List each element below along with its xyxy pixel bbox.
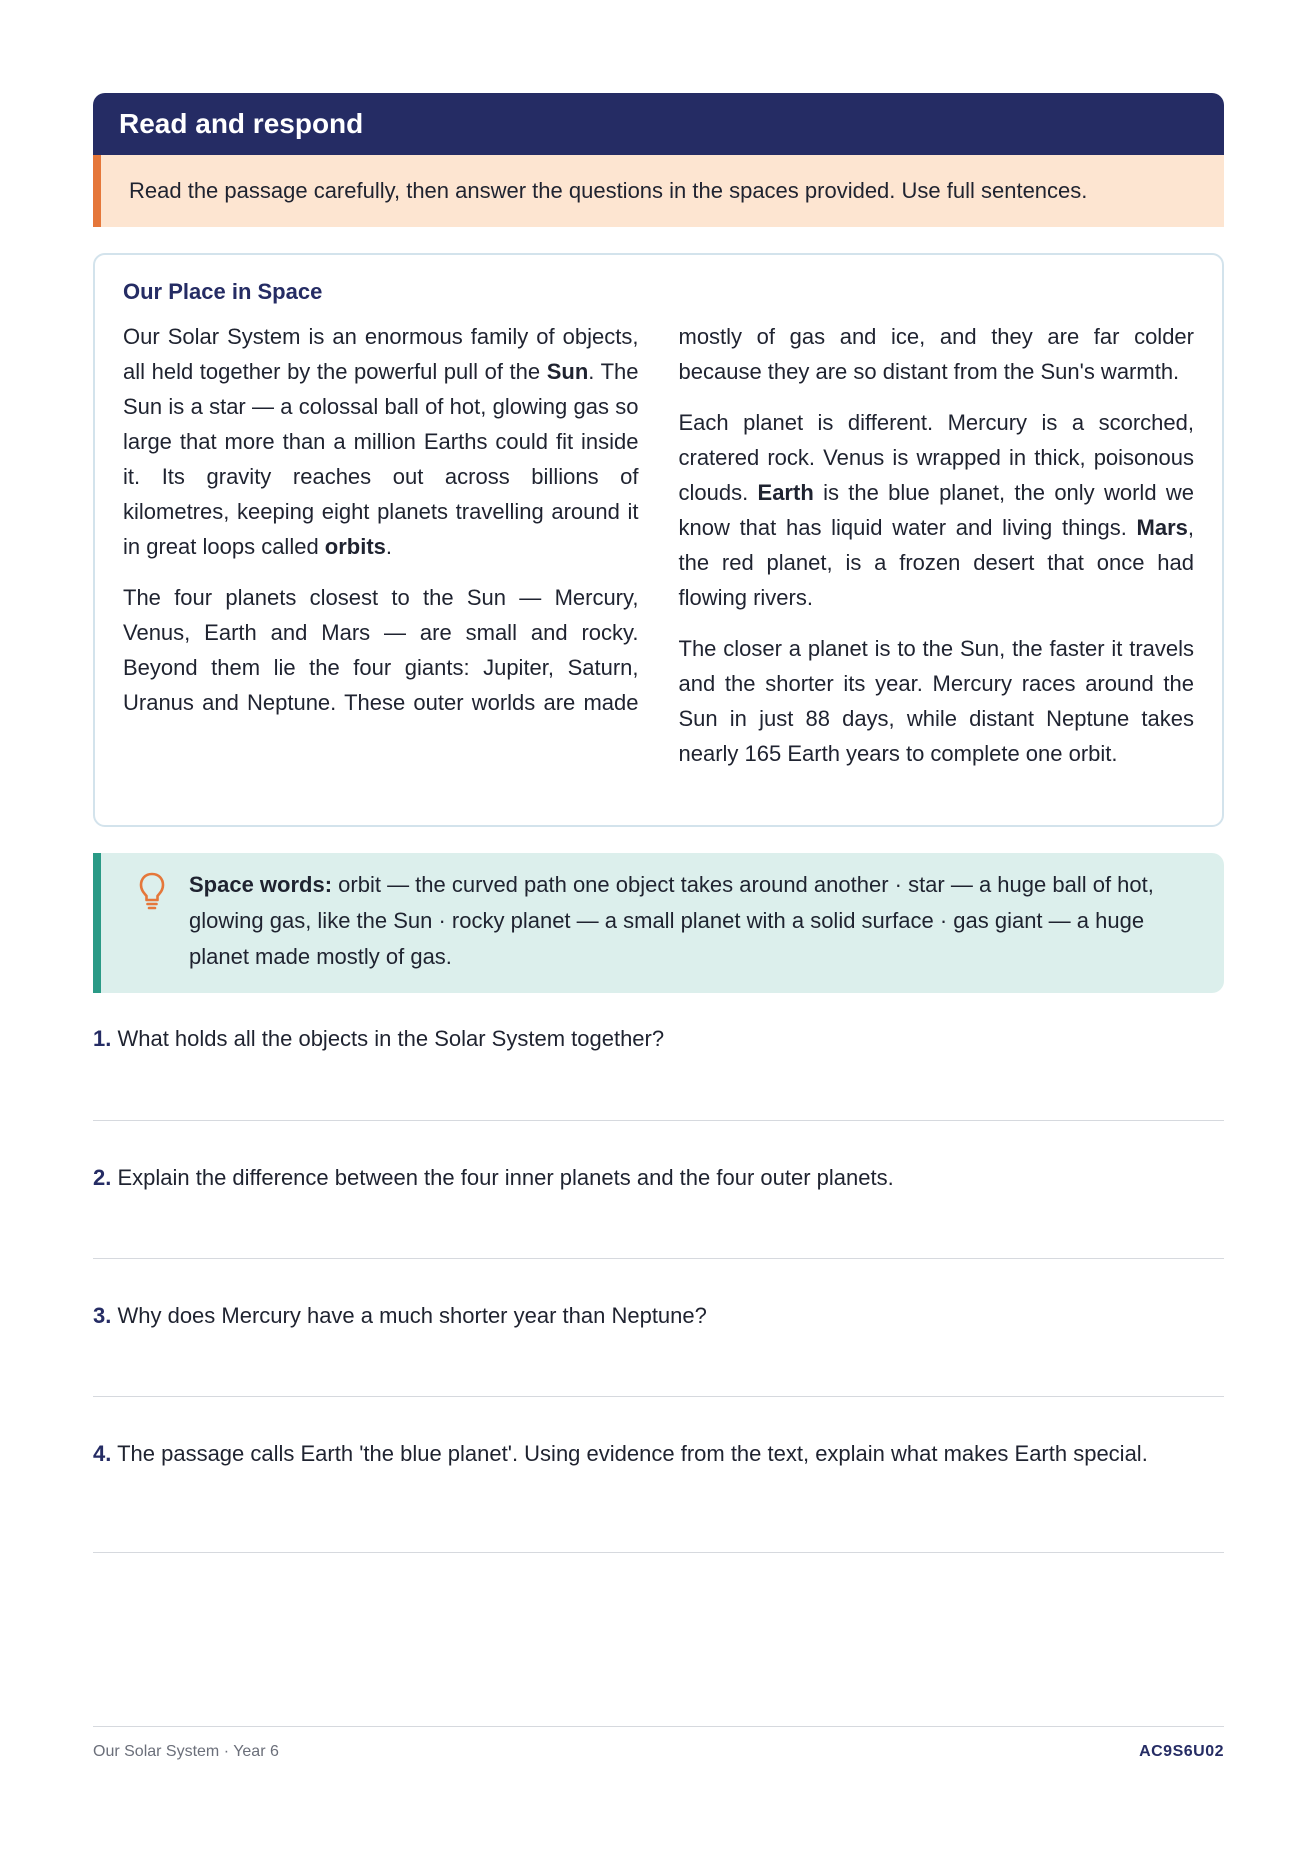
page-footer [93,1726,1224,1761]
passage-title: Our Place in Space [123,279,323,304]
vocabulary-text: orbit — the curved path one object takes around another · star — a huge ball of hot, glowing gas, like the Sun · rocky planet — a small planet with a solid surface · gas giant — a huge planet made mostly of gas. [189,872,1154,969]
passage-columns [123,319,1194,789]
question-4 [93,1436,1224,1471]
answer-space-1[interactable] [93,1056,1224,1121]
question-number: 2. [93,1165,112,1190]
instruction-text: Read the passage carefully, then answer the questions in the spaces provided. Use full sentences. [129,178,1088,203]
passage-paragraph-1: Our Solar System is an enormous family of objects, all held together by the powerful pull of the Sun. The Sun is a star — a colossal ball of hot, glowing gas so large that more than a million Earths could fit inside it. Its gravity reaches out across billions of kilometres, keeping eight planets travelling around it in great loops called orbits. [123,324,639,559]
question-3 [93,1298,1224,1333]
section-header [93,93,1224,155]
worksheet [93,93,1224,1553]
answer-space-3[interactable] [93,1333,1224,1397]
keyword-mars: Mars [1136,515,1188,540]
question-2 [93,1160,1224,1195]
passage-paragraph-2: The four planets closest to the Sun — Mercury, Venus, Earth and Mars — are small and rocky. Beyond them lie the four giants: Jupiter, Saturn, Uranus and Neptune. These outer worlds are made mostly of gas and ice, and they are far colder because they are so distant from the Sun's warmth. [123,324,1194,715]
keyword-sun: Sun [546,359,589,384]
question-number: 3. [93,1303,112,1328]
question-number: 1. [93,1026,112,1051]
answer-space-2[interactable] [93,1195,1224,1259]
curriculum-code: AC9S6U02 [1139,1743,1224,1760]
section-title: Read and respond [119,108,364,139]
question-text: Explain the difference between the four inner planets and the four outer planets. [111,1165,894,1190]
question-text: The passage calls Earth 'the blue planet'. Using evidence from the text, explain what makes Earth special. [111,1441,1148,1466]
keyword-orbits: orbits [324,534,386,559]
keyword-earth: Earth [757,480,814,505]
question-1 [93,1021,1224,1056]
reading-passage [93,253,1224,827]
passage-paragraph-3: Each planet is different. Mercury is a scorched, cratered rock. Venus is wrapped in thick, poisonous clouds. Earth is the blue planet, the only world we know that has liquid water and living things. Mars, the red planet, is a frozen desert that once had flowing rivers. [678,410,1194,610]
footer-unit-title: Our Solar System · Year 6 [93,1743,279,1760]
answer-space-4[interactable] [93,1471,1224,1553]
question-text: What holds all the objects in the Solar System together? [111,1026,665,1051]
vocabulary-box [93,853,1224,993]
instruction-banner [93,155,1224,227]
question-number: 4. [93,1441,112,1466]
passage-paragraph-4: The closer a planet is to the Sun, the faster it travels and the shorter its year. Mercury races around the Sun in just 88 days, while distant Neptune takes nearly 165 Earth years to complete one orbit. [678,636,1194,766]
vocabulary-label: Space words: [189,872,333,897]
lightbulb-icon [137,871,167,911]
question-text: Why does Mercury have a much shorter year than Neptune? [111,1303,707,1328]
